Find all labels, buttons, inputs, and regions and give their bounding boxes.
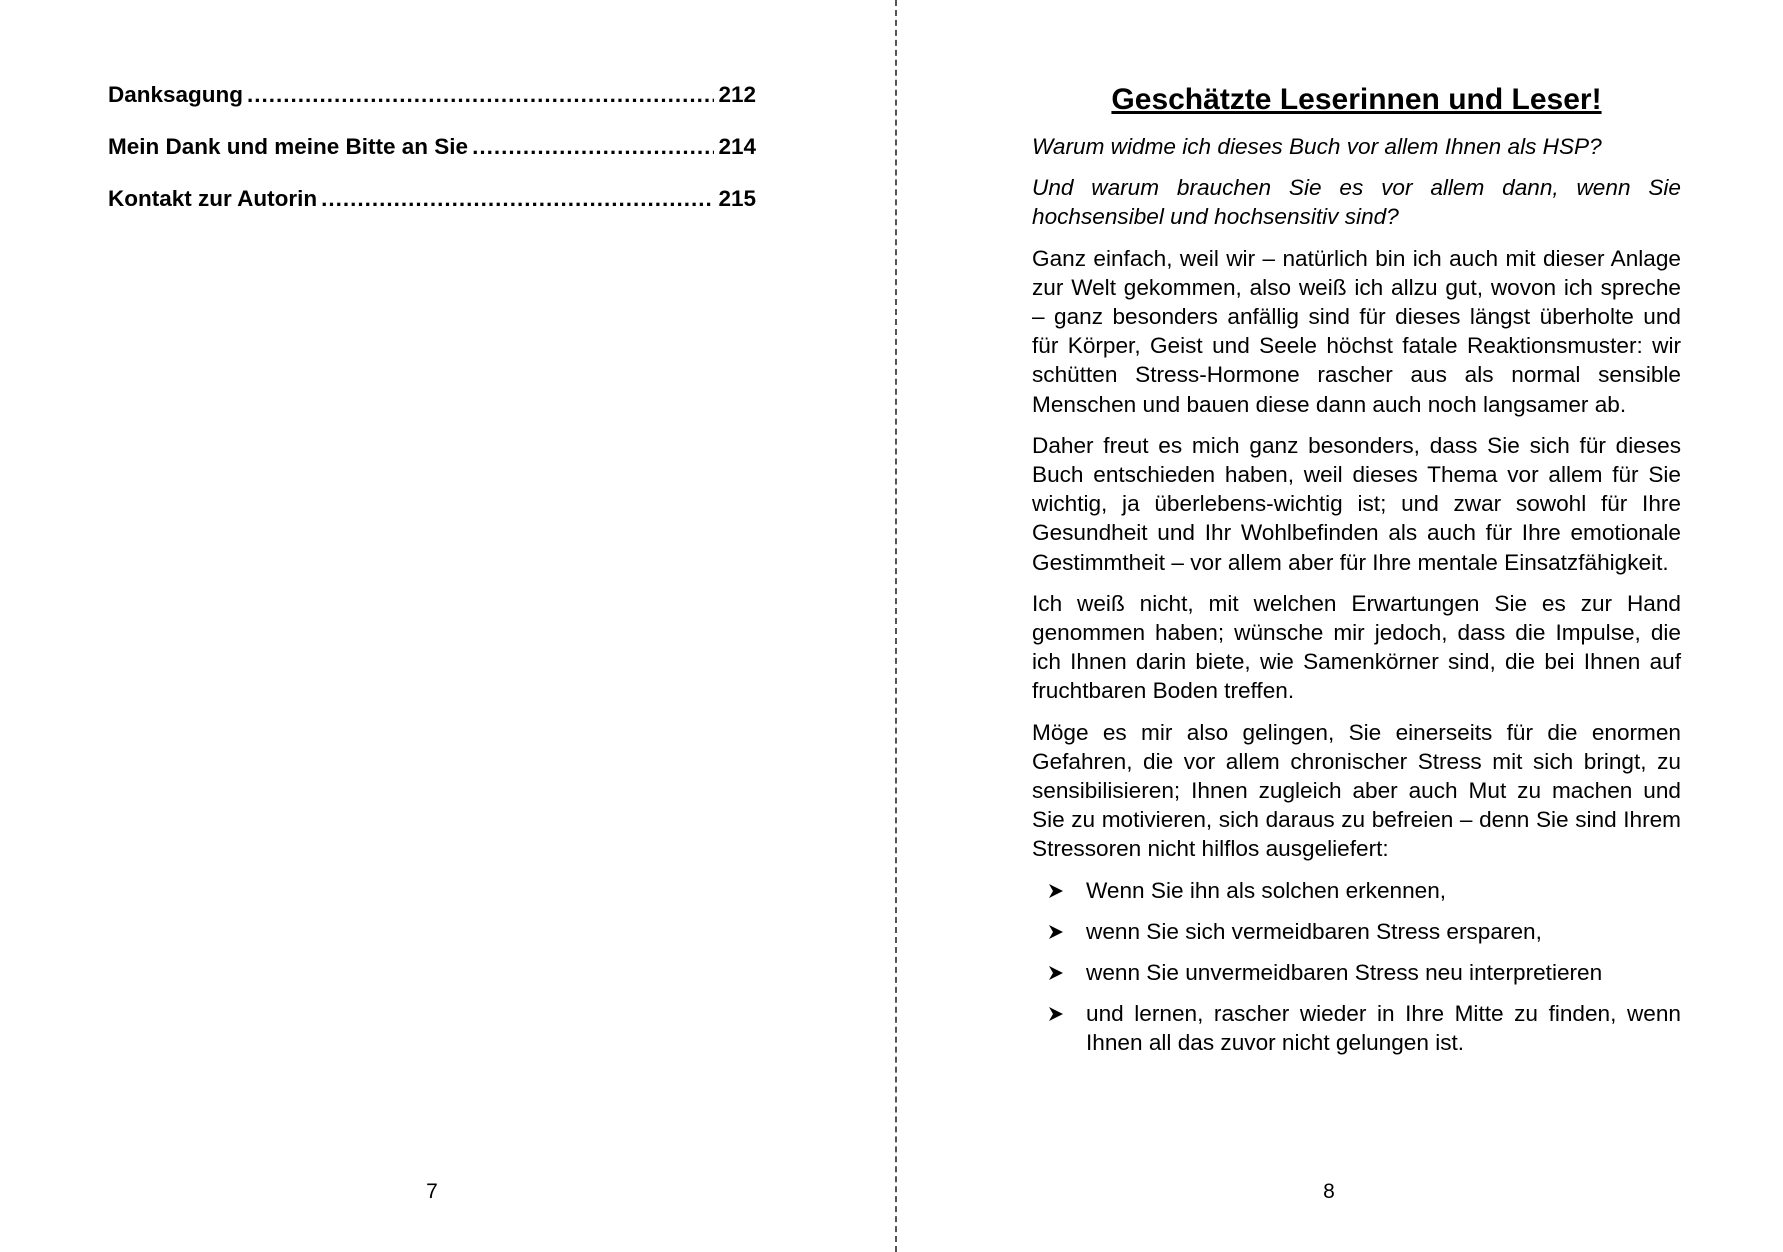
toc-entry-page: 212: [718, 82, 756, 107]
toc-entry-title: Danksagung: [108, 82, 244, 107]
bullet-text: und lernen, rascher wieder in Ihre Mitte zu finden, wenn Ihnen all das zuvor nicht gelungen ist.: [1086, 1001, 1681, 1056]
list-item: [1032, 876, 1681, 905]
toc-entry-page: 214: [718, 134, 756, 159]
right-page: [897, 0, 1783, 1252]
toc-leader-dots: [247, 82, 714, 108]
list-item: [1032, 958, 1681, 987]
body-paragraph: Daher freut es mich ganz besonders, dass Sie sich für dieses Buch entschieden haben, weil dieses Thema vor allem für Sie wichtig, ja überlebens-wichtig ist; und zwar sowohl für Ihre Gesundheit und Ihr Wohlbefinden als auch für Ihre emotionale Gestimmtheit – vor allem aber für Ihre mentale Einsatzfähigkeit.: [1032, 432, 1681, 575]
toc-entry-dank-bitte[interactable]: [108, 134, 756, 186]
page-number-left: 7: [426, 1180, 438, 1203]
intro-question: Warum widme ich dieses Buch vor allem Ihnen als HSP?: [1032, 134, 1602, 159]
page-number-right: 8: [1323, 1180, 1335, 1203]
bullet-text: wenn Sie unvermeidbaren Stress neu interpretieren: [1086, 960, 1603, 986]
bullet-text: Wenn Sie ihn als solchen erkennen,: [1086, 877, 1447, 903]
intro-question: Und warum brauchen Sie es vor allem dann, wenn Sie hochsensibel und hochsensitiv sind?: [1032, 175, 1681, 230]
page-title: Geschätzte Leserinnen und Leser!: [1111, 83, 1602, 116]
table-of-contents: [108, 82, 756, 238]
bullet-list: [1032, 876, 1681, 1058]
list-item: [1032, 999, 1681, 1057]
body-paragraph: Ich weiß nicht, mit welchen Erwartungen Sie es zur Hand genommen haben; wünsche mir jedoch, dass die Impulse, die ich Ihnen darin biete, wie Samenkörner sind, die bei Ihnen auf fruchtbaren Boden treffen.: [1032, 590, 1681, 704]
arrow-bullet-icon: [1048, 999, 1074, 1022]
list-item: [1032, 917, 1681, 946]
body-paragraph: Möge es mir also gelingen, Sie einerseits für die enormen Gefahren, die vor allem chronischer Stress mit sich bringt, zu sensibilisieren; Ihnen zugleich aber auch Mut zu machen und Sie zu motivieren, sich daraus zu befreien – denn Sie sind Ihrem Stressoren nicht hilflos ausgeliefert:: [1032, 719, 1681, 862]
toc-entry-kontakt[interactable]: [108, 186, 756, 238]
toc-entry-title: Mein Dank und meine Bitte an Sie: [108, 134, 469, 159]
toc-leader-dots: [472, 134, 714, 160]
toc-leader-dots: [321, 186, 714, 212]
bullet-text: wenn Sie sich vermeidbaren Stress ersparen,: [1086, 918, 1542, 944]
arrow-bullet-icon: [1048, 876, 1074, 899]
foreword-content: [1032, 80, 1681, 1070]
arrow-bullet-icon: [1048, 958, 1074, 981]
body-paragraph: Ganz einfach, weil wir – natürlich bin ich auch mit dieser Anlage zur Welt gekommen, also weiß ich allzu gut, wovon ich spreche – ganz besonders anfällig sind für dieses längst überholte und für Körper, Geist und Seele höchst fatale Reaktionsmuster: wir schütten Stress-Hormone rascher aus als normal sensible Menschen und bauen diese dann auch noch langsamer ab.: [1032, 245, 1681, 417]
toc-entry-page: 215: [718, 186, 756, 211]
arrow-bullet-icon: [1048, 917, 1074, 940]
toc-entry-title: Kontakt zur Autorin: [108, 186, 318, 211]
toc-entry-danksagung[interactable]: [108, 82, 756, 134]
